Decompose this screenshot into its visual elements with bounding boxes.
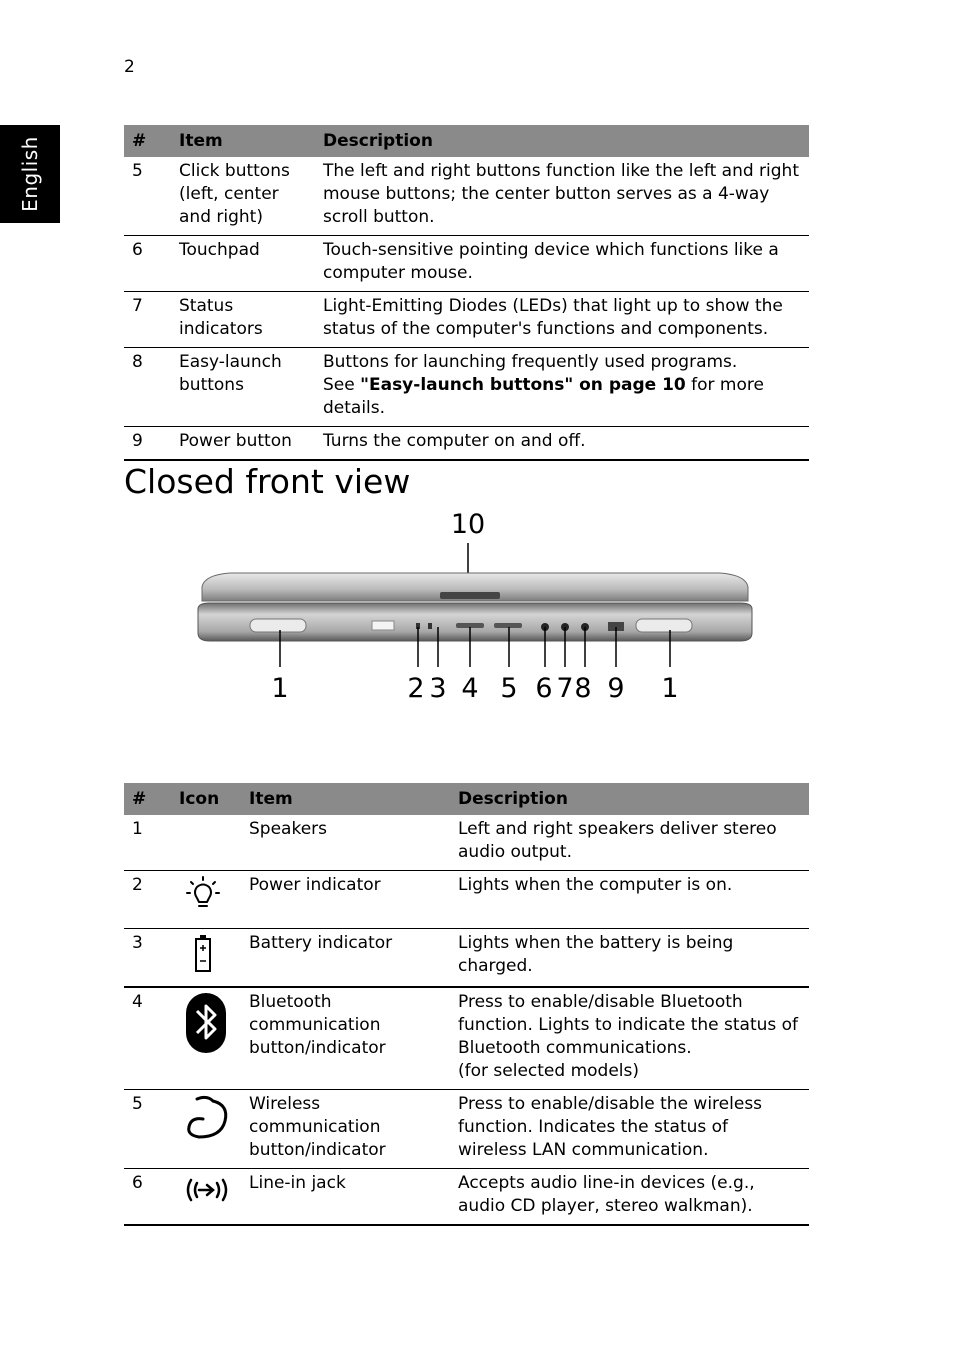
header-number: # <box>124 125 171 157</box>
callout-2: 2 <box>407 673 425 704</box>
language-tab-label: English <box>18 136 42 212</box>
header-number: # <box>124 783 171 815</box>
row-description: Lights when the battery is being charged. <box>450 929 809 987</box>
components-table-top <box>124 125 809 461</box>
header-description: Description <box>450 783 809 815</box>
row-description: Touch-sensitive pointing device which functions like a computer mouse. <box>315 236 809 292</box>
row-item: Easy-launch buttons <box>171 348 315 427</box>
row-item: Power indicator <box>241 871 450 929</box>
table-row <box>124 815 809 871</box>
row-description: Left and right speakers deliver stereo audio output. <box>450 815 809 871</box>
table-header-row <box>124 125 809 157</box>
power-indicator-icon <box>183 874 223 914</box>
lid-latch <box>440 592 500 599</box>
table-row <box>124 236 809 292</box>
header-description: Description <box>315 125 809 157</box>
table-row <box>124 348 809 427</box>
header-item: Item <box>171 125 315 157</box>
row-number: 7 <box>124 292 171 348</box>
wireless-button <box>494 623 522 628</box>
callout-6: 6 <box>535 673 553 704</box>
row-number: 8 <box>124 348 171 427</box>
table-header-row <box>124 783 809 815</box>
description-note: (for selected models) <box>458 1060 639 1081</box>
battery-led <box>428 623 432 629</box>
row-item: Wireless communication button/indicator <box>241 1089 450 1168</box>
row-description: Light-Emitting Diodes (LEDs) that light up to show the status of the computer's functions and components. <box>315 292 809 348</box>
description-suffix: for more details. <box>323 375 764 418</box>
callout-9: 9 <box>607 673 625 704</box>
row-description: Turns the computer on and off. <box>315 427 809 461</box>
header-item: Item <box>241 783 450 815</box>
callout-3: 3 <box>429 673 447 704</box>
row-description: Accepts audio line-in devices (e.g., audio CD player, stereo walkman). <box>450 1168 809 1225</box>
row-number: 5 <box>124 1089 171 1168</box>
section-title: Closed front view <box>124 462 411 501</box>
row-item: Click buttons (left, center and right) <box>171 157 315 236</box>
row-description: The left and right buttons function like the left and right mouse buttons; the center button serves as a 4-way scroll button. <box>315 157 809 236</box>
card-slot <box>372 621 394 630</box>
bluetooth-icon <box>183 991 229 1055</box>
callout-7: 7 <box>556 673 574 704</box>
row-number: 9 <box>124 427 171 461</box>
row-description <box>315 348 809 427</box>
table-row <box>124 871 809 929</box>
wireless-icon <box>183 1093 233 1145</box>
row-number: 2 <box>124 871 171 929</box>
row-number: 3 <box>124 929 171 987</box>
table-row <box>124 1168 809 1225</box>
table-row <box>124 1089 809 1168</box>
header-icon: Icon <box>171 783 241 815</box>
description-line: Press to enable/disable Bluetooth function. Lights to indicate the status of Bluetooth communications. <box>458 991 799 1058</box>
row-item: Power button <box>171 427 315 461</box>
callout-10: 10 <box>450 509 486 540</box>
front-view-components-table <box>124 783 809 1226</box>
row-description: Press to enable/disable the wireless function. Indicates the status of wireless LAN communication. <box>450 1089 809 1168</box>
row-item: Battery indicator <box>241 929 450 987</box>
callout-8: 8 <box>574 673 592 704</box>
description-prefix: See <box>323 375 361 395</box>
laptop-front-view-diagram <box>190 505 760 715</box>
row-number: 1 <box>124 815 171 871</box>
row-description: Lights when the computer is on. <box>450 871 809 929</box>
row-item: Speakers <box>241 815 450 871</box>
row-item: Line-in jack <box>241 1168 450 1225</box>
row-item: Bluetooth communication button/indicator <box>241 987 450 1090</box>
cross-reference-link[interactable]: "Easy-launch buttons" on page 10 <box>360 375 686 395</box>
table-row <box>124 929 809 987</box>
page-number: 2 <box>124 57 135 77</box>
table-row <box>124 157 809 236</box>
row-item: Touchpad <box>171 236 315 292</box>
row-number: 6 <box>124 1168 171 1225</box>
table-row <box>124 987 809 1090</box>
table-row <box>124 427 809 461</box>
description-line: Buttons for launching frequently used programs. <box>323 352 738 372</box>
language-tab <box>0 125 60 223</box>
callout-5: 5 <box>500 673 518 704</box>
line-in-icon <box>183 1172 231 1208</box>
row-description <box>450 987 809 1090</box>
row-number: 4 <box>124 987 171 1090</box>
row-item: Status indicators <box>171 292 315 348</box>
callout-4: 4 <box>461 673 479 704</box>
row-number: 5 <box>124 157 171 236</box>
battery-icon <box>183 932 223 976</box>
table-row <box>124 292 809 348</box>
row-icon <box>171 815 241 871</box>
speaker-right <box>636 619 692 632</box>
callout-1-right: 1 <box>661 673 679 704</box>
speaker-left <box>250 619 306 632</box>
callout-1: 1 <box>271 673 289 704</box>
row-number: 6 <box>124 236 171 292</box>
